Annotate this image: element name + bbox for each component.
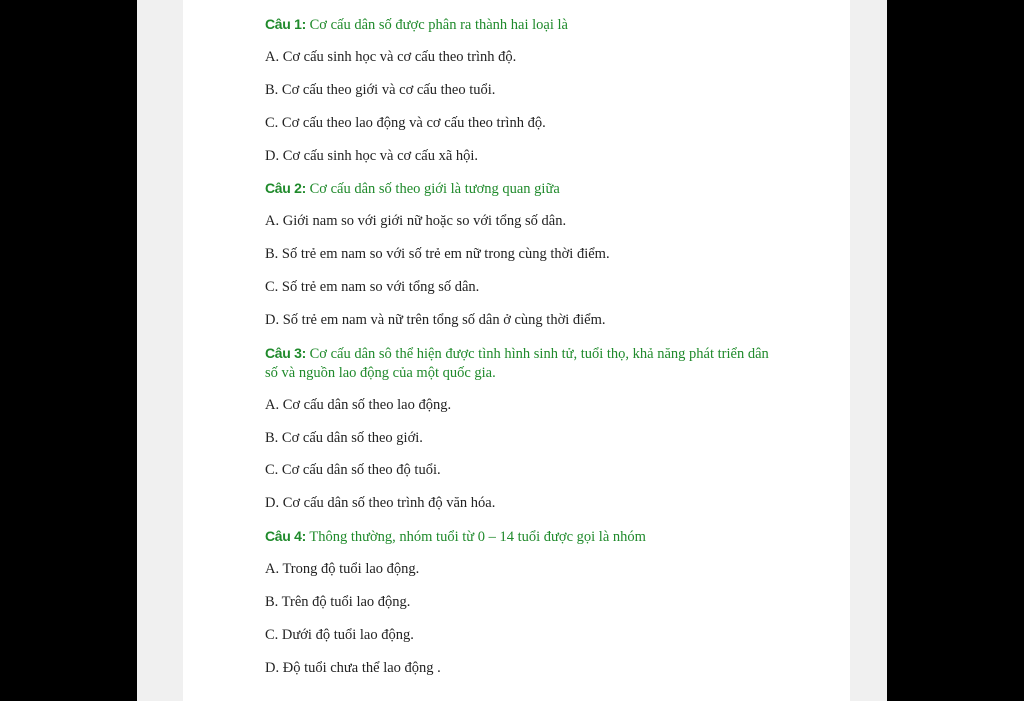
question-2-text: Cơ cấu dân số theo giới là tương quan giữa xyxy=(306,181,560,197)
question-1-option-b: B. Cơ cấu theo giới và cơ cấu theo tuổi. xyxy=(265,82,496,98)
question-2-option-c: C. Số trẻ em nam so với tổng số dân. xyxy=(265,279,480,295)
question-4 xyxy=(265,527,646,546)
question-4-text: Thông thường, nhóm tuổi từ 0 – 14 tuổi được gọi là nhóm xyxy=(306,529,646,545)
question-3 xyxy=(265,344,780,383)
question-3-option-d: D. Cơ cấu dân số theo trình độ văn hóa. xyxy=(265,495,496,511)
question-3-option-a: A. Cơ cấu dân số theo lao động. xyxy=(265,397,452,413)
question-2-option-a: A. Giới nam so với giới nữ hoặc so với tổng số dân. xyxy=(265,213,567,229)
question-1-option-a: A. Cơ cấu sinh học và cơ cấu theo trình độ. xyxy=(265,49,517,65)
question-4-option-a: A. Trong độ tuổi lao động. xyxy=(265,561,420,577)
question-3-label: Câu 3: xyxy=(265,345,306,361)
question-1 xyxy=(265,15,568,34)
question-4-label: Câu 4: xyxy=(265,528,306,544)
question-4-option-b: B. Trên độ tuổi lao động. xyxy=(265,594,411,610)
question-3-text: Cơ cấu dân sô thể hiện được tình hình sinh tử, tuổi thọ, khả năng phát triển dân số và nguồn lao động của một quốc gia. xyxy=(265,346,769,381)
question-4-option-d: D. Độ tuổi chưa thể lao động . xyxy=(265,660,441,676)
question-4-option-c: C. Dưới độ tuổi lao động. xyxy=(265,627,414,643)
question-1-label: Câu 1: xyxy=(265,16,306,32)
question-1-option-c: C. Cơ cấu theo lao động và cơ cấu theo trình độ. xyxy=(265,115,546,131)
question-1-option-d: D. Cơ cấu sinh học và cơ cấu xã hội. xyxy=(265,148,479,164)
question-2 xyxy=(265,179,560,198)
question-3-option-b: B. Cơ cấu dân số theo giới. xyxy=(265,430,423,446)
question-2-label: Câu 2: xyxy=(265,180,306,196)
question-1-text: Cơ cấu dân số được phân ra thành hai loại là xyxy=(306,17,568,33)
question-3-option-c: C. Cơ cấu dân số theo độ tuổi. xyxy=(265,462,441,478)
question-2-option-b: B. Số trẻ em nam so với số trẻ em nữ trong cùng thời điểm. xyxy=(265,246,610,262)
question-2-option-d: D. Số trẻ em nam và nữ trên tổng số dân ở cùng thời điểm. xyxy=(265,312,606,328)
